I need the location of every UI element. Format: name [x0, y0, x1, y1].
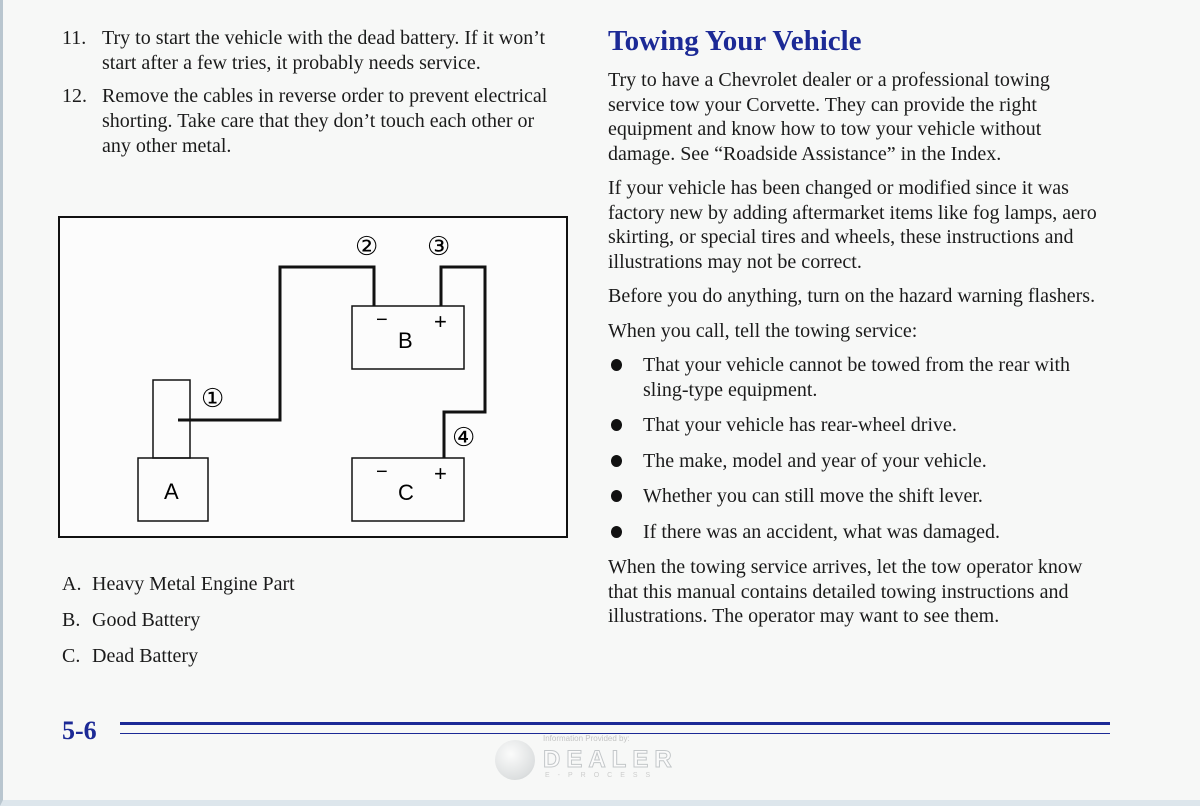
paragraph-arrival: When the towing service arrives, let the tow operator know that this manual contains detailed towing instructions and illustrations. The operator may want to see them. — [608, 556, 1083, 627]
callout-1: ① — [201, 383, 225, 413]
diagram-legend — [62, 572, 542, 680]
left-column — [62, 26, 562, 167]
list-item — [608, 484, 1108, 509]
bullet-icon — [611, 455, 622, 467]
legend-item-c — [62, 644, 542, 669]
watermark-logo: DEALER — [543, 746, 678, 773]
battery-b-label: B — [398, 328, 413, 353]
legend-key: B. — [62, 609, 81, 631]
paragraph-hazard: Before you do anything, turn on the hazard warning flashers. — [608, 285, 1096, 307]
callout-3: ③ — [427, 231, 451, 261]
step-text: Try to start the vehicle with the dead battery. If it won’t start after a few tries, it probably needs service. — [102, 27, 546, 74]
legend-key: A. — [62, 573, 82, 595]
list-item-text: That your vehicle has rear-wheel drive. — [643, 414, 957, 436]
legend-text: Heavy Metal Engine Part — [92, 573, 295, 595]
jump-start-diagram-svg — [58, 216, 568, 538]
step-text: Remove the cables in reverse order to prevent electrical shorting. Take care that they don’t touch each other or any other metal. — [102, 85, 548, 157]
list-item-text: Whether you can still move the shift lever. — [643, 485, 983, 507]
bullet-icon — [611, 490, 622, 502]
legend-text: Good Battery — [92, 609, 201, 631]
list-item — [608, 353, 1108, 402]
paragraph-intro: Try to have a Chevrolet dealer or a professional towing service tow your Corvette. They can provide the right equipment and know how to tow your vehicle without damage. See “Roadside Assistance” in the Index. — [608, 69, 1050, 165]
legend-item-b — [62, 608, 542, 633]
step-12 — [62, 84, 562, 159]
dealer-badge-icon — [495, 740, 535, 780]
section-title: Towing Your Vehicle — [608, 25, 862, 57]
footer-rule — [120, 722, 1110, 725]
callout-4: ④ — [452, 422, 476, 452]
list-item-text: The make, model and year of your vehicle. — [643, 449, 987, 472]
watermark-subtitle: E-PROCESS — [545, 772, 659, 779]
step-number: 11. — [62, 27, 87, 49]
legend-key: C. — [62, 645, 81, 667]
step-number: 12. — [62, 85, 87, 107]
page-number: 5-6 — [62, 716, 97, 745]
engine-part-label: A — [164, 479, 179, 504]
callout-2: ② — [355, 231, 379, 261]
bullet-icon — [611, 526, 622, 538]
list-item — [608, 449, 1108, 474]
list-item — [608, 520, 1108, 545]
paragraph-modified-vehicle: If your vehicle has been changed or modified since it was factory new by adding aftermarket items like fog lamps, aero skirting, or special tires and wheels, these instructions and illustrations may not be correct. — [608, 177, 1097, 273]
watermark-caption: Information Provided by: — [543, 734, 630, 743]
battery-b-minus: − — [376, 309, 388, 331]
legend-text: Dead Battery — [92, 645, 199, 667]
right-column — [608, 22, 1108, 639]
list-item-text: If there was an accident, what was damaged. — [643, 520, 1001, 543]
battery-c-plus: + — [434, 461, 447, 486]
diagram-frame — [59, 217, 567, 537]
list-item-text: That your vehicle cannot be towed from the rear with sling-type equipment. — [643, 354, 1071, 401]
bullet-list — [608, 353, 1108, 544]
legend-item-a — [62, 572, 542, 597]
battery-c-minus: − — [376, 461, 388, 483]
paragraph-call: When you call, tell the towing service: — [608, 319, 918, 342]
bullet-icon — [611, 359, 622, 371]
battery-b-plus: + — [434, 309, 447, 334]
list-item — [608, 413, 1108, 438]
battery-c-label: C — [398, 480, 414, 505]
bullet-icon — [611, 419, 622, 431]
step-11 — [62, 26, 562, 76]
watermark — [493, 734, 703, 784]
jump-start-diagram — [58, 216, 568, 538]
